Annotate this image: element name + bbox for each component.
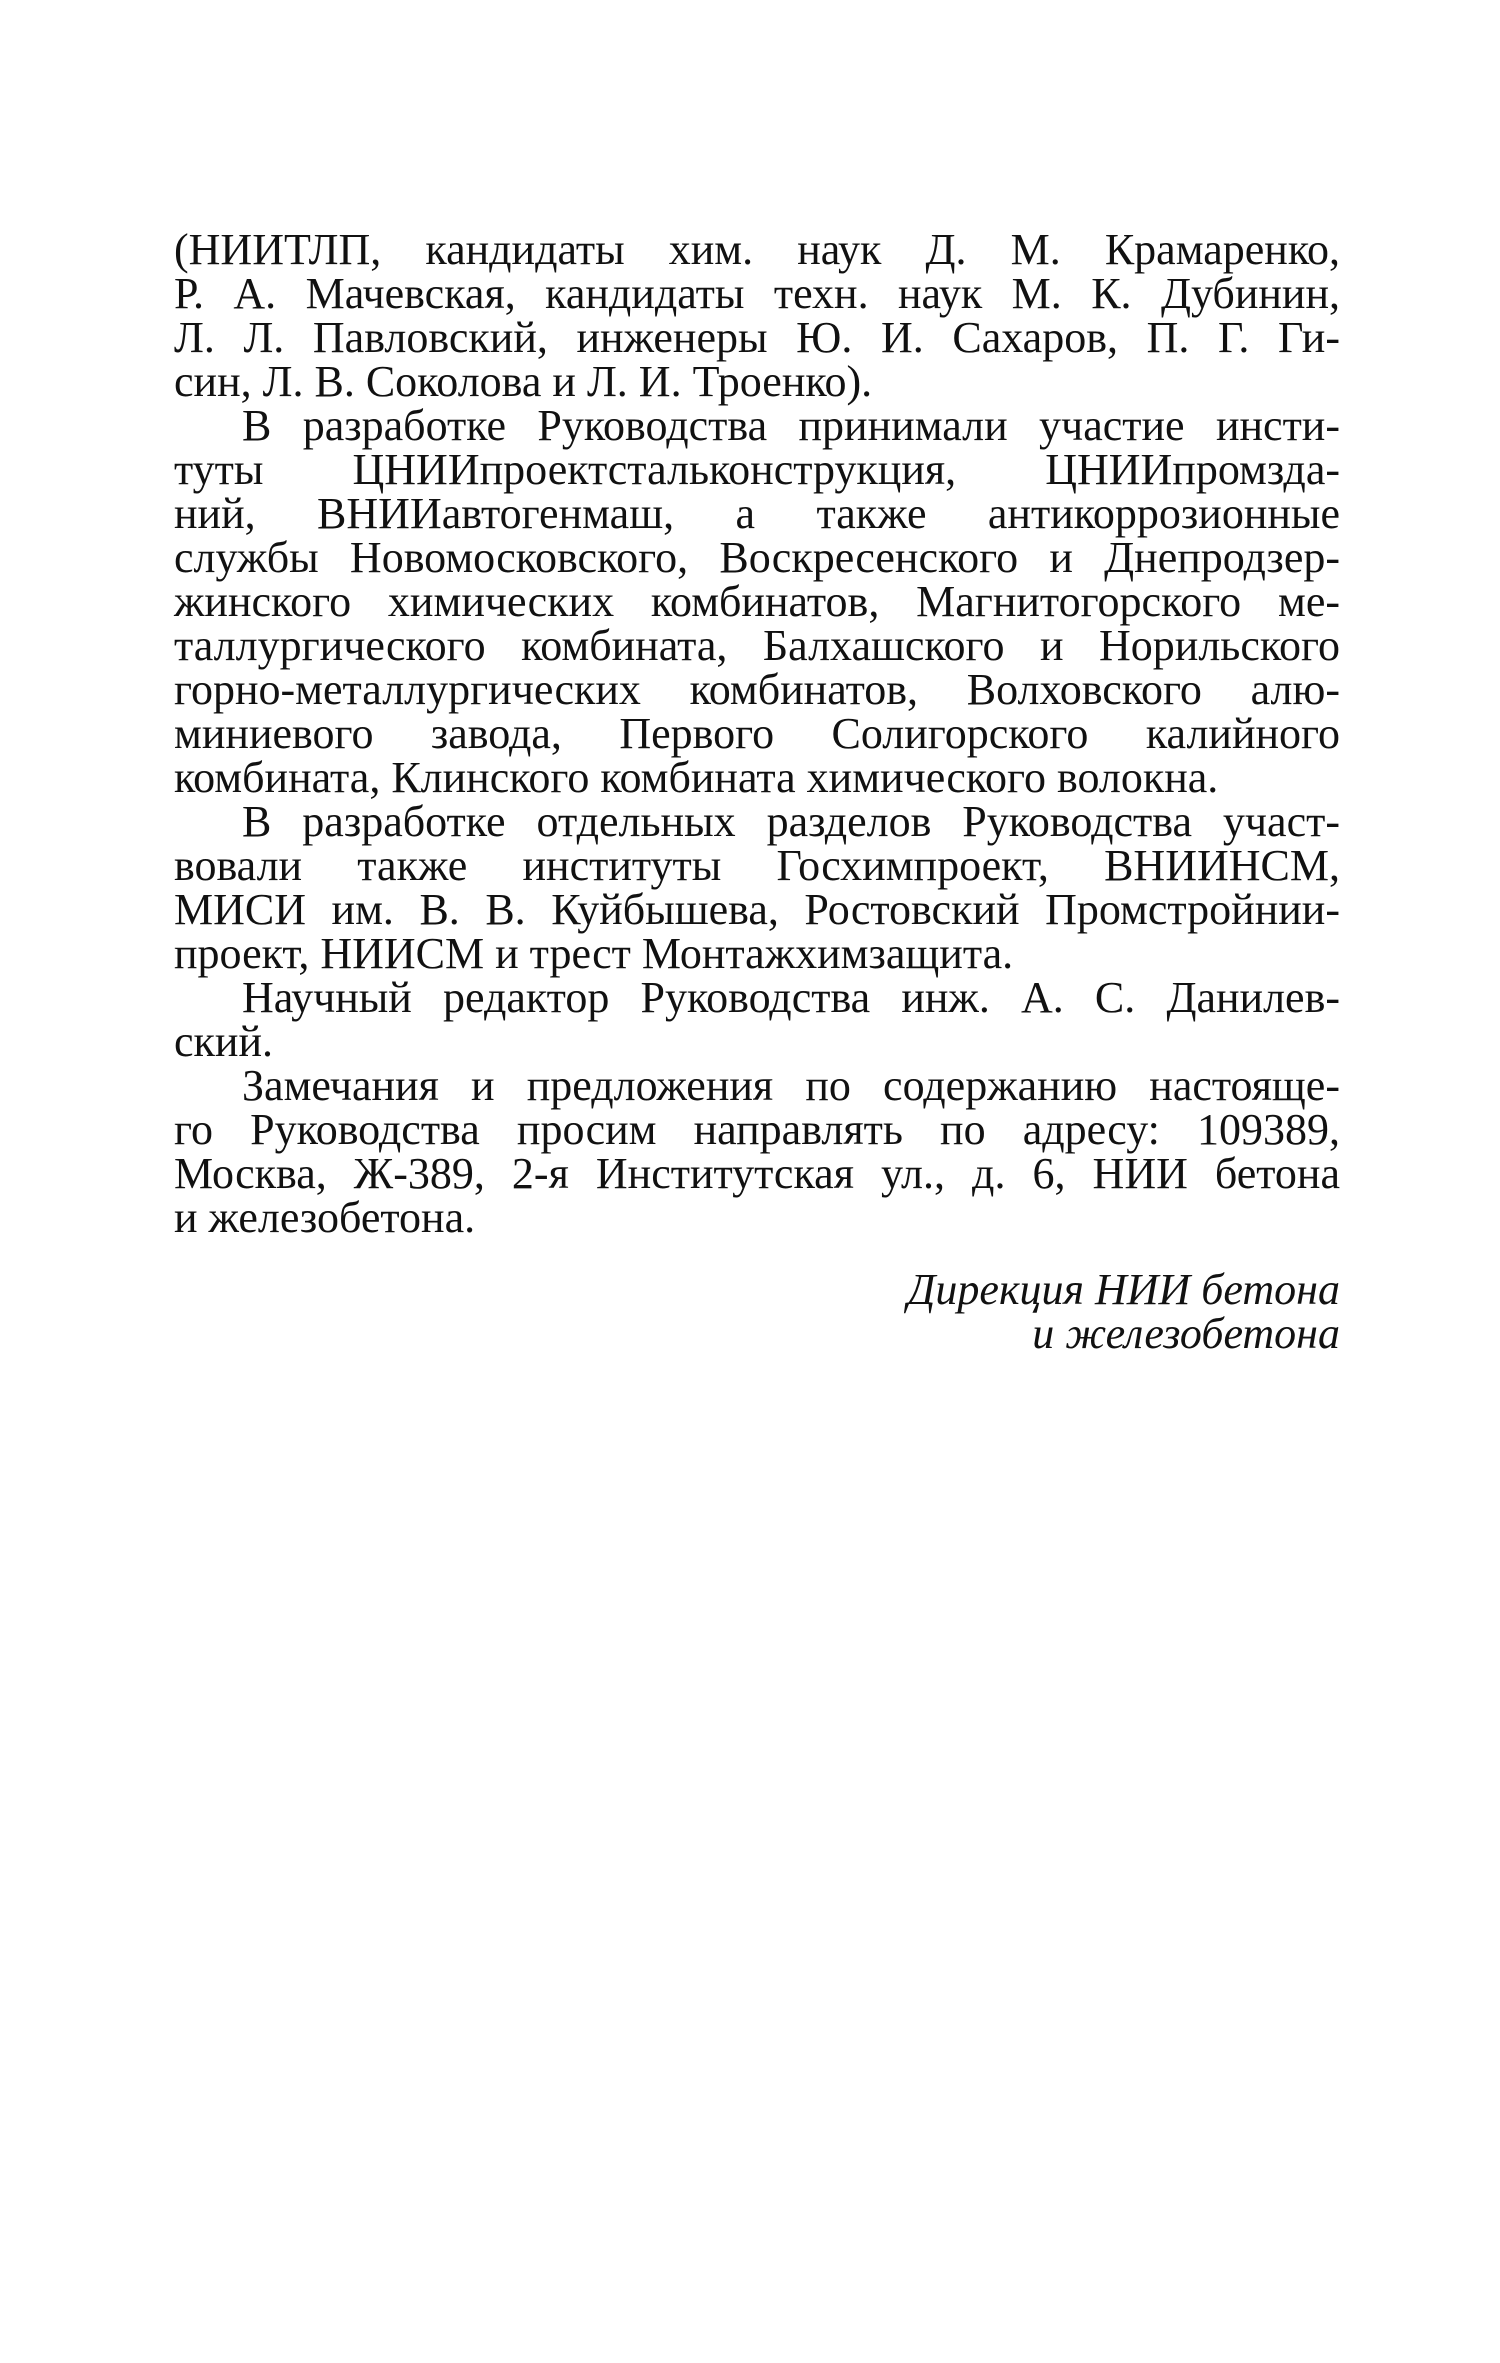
text-line: службы Новомосковского, Воскресенского и Днепродзер- — [174, 533, 1340, 582]
text-line: вовали также институты Госхимпроект, ВНИИНСМ, — [174, 841, 1340, 890]
text-line: го Руководства просим направлять по адресу: 109389, — [174, 1105, 1340, 1154]
signature — [907, 1265, 1340, 1358]
text-line: (НИИТЛП, кандидаты хим. наук Д. М. Крамаренко, — [174, 225, 1340, 274]
signature-line-2: и железобетона — [1032, 1309, 1340, 1358]
paragraph-authors-continued — [174, 225, 1340, 406]
text-line: В разработке Руководства принимали участие инсти- — [242, 401, 1340, 450]
text-line: жинского химических комбинатов, Магнитогорского ме- — [174, 577, 1340, 626]
text-line: горно-металлургических комбинатов, Волховского алю- — [174, 665, 1340, 714]
paragraph-institutes — [174, 401, 1340, 802]
text-line: и железобетона. — [174, 1193, 476, 1242]
text-line: В разработке отдельных разделов Руководства участ- — [242, 797, 1340, 846]
text-line: таллургического комбината, Балхашского и Норильского — [174, 621, 1340, 670]
text-line: Л. Л. Павловский, инженеры Ю. И. Сахаров, П. Г. Ги- — [174, 313, 1340, 362]
text-line: ний, ВНИИавтогенмаш, а также антикоррозионные — [174, 489, 1340, 538]
paragraph-address — [174, 1061, 1340, 1242]
text-line: проект, НИИСМ и трест Монтажхимзащита. — [174, 929, 1014, 978]
text-line: МИСИ им. В. В. Куйбышева, Ростовский Промстройнии- — [174, 885, 1340, 934]
paragraph-editor — [174, 973, 1340, 1066]
text-line: комбината, Клинского комбината химического волокна. — [174, 753, 1219, 802]
text-line: Москва, Ж-389, 2-я Институтская ул., д. 6, НИИ бетона — [174, 1149, 1340, 1198]
paragraph-sections — [174, 797, 1340, 978]
text-line: Замечания и предложения по содержанию настояще- — [242, 1061, 1340, 1110]
document-body — [174, 225, 1340, 1242]
text-line: син, Л. В. Соколова и Л. И. Троенко). — [174, 357, 873, 406]
text-line: Р. А. Мачевская, кандидаты техн. наук М. К. Дубинин, — [174, 269, 1340, 318]
text-line: миниевого завода, Первого Солигорского калийного — [174, 709, 1340, 758]
signature-line-1: Дирекция НИИ бетона — [907, 1265, 1340, 1314]
text-line: Научный редактор Руководства инж. А. С. Данилев- — [242, 973, 1340, 1022]
text-line: ский. — [174, 1017, 273, 1066]
text-line: туты ЦНИИпроектстальконструкция, ЦНИИпромзда- — [174, 445, 1340, 494]
